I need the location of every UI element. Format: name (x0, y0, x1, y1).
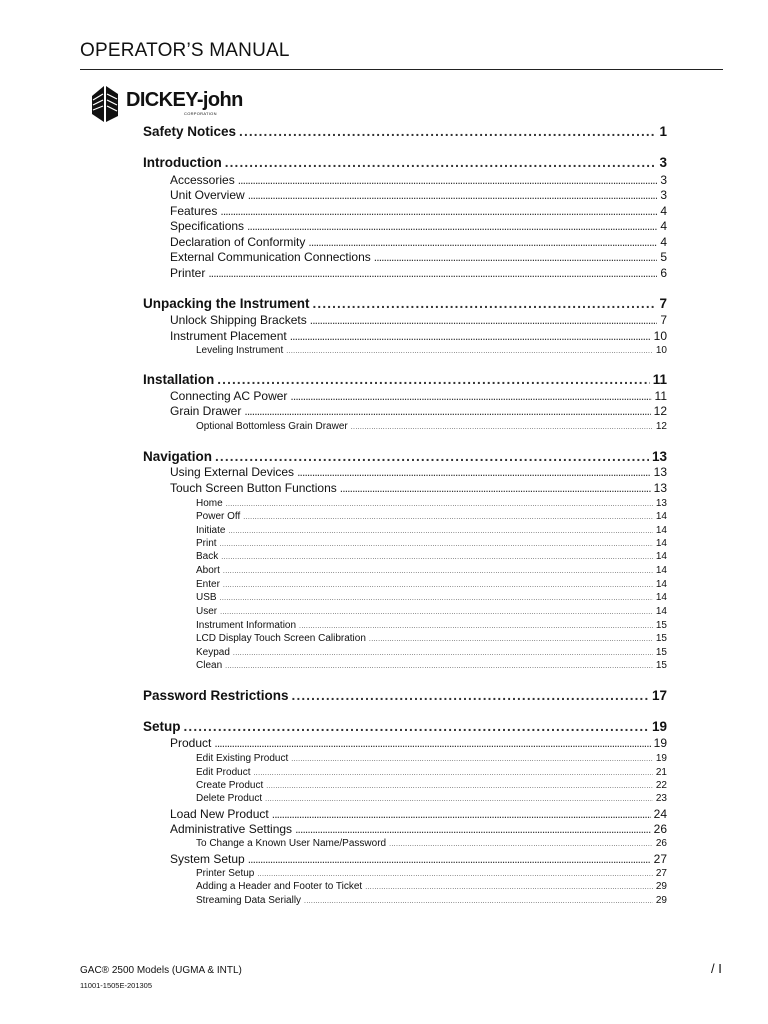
page-title: OPERATOR’S MANUAL (80, 40, 290, 61)
toc-entry-title: LCD Display Touch Screen Calibration (196, 633, 366, 644)
toc-page-number: 3 (659, 155, 667, 170)
toc-page-number: 14 (655, 525, 667, 536)
toc-dot-leader (215, 449, 649, 464)
toc-subsubsection-entry[interactable] (196, 498, 667, 509)
toc-page-number: 13 (653, 481, 667, 495)
toc-entry-title: Printer (170, 266, 206, 280)
toc-dot-leader (220, 204, 657, 218)
toc-section-entry[interactable] (143, 719, 667, 734)
toc-dot-leader (217, 372, 649, 387)
toc-entry-title: Optional Bottomless Grain Drawer (196, 421, 348, 432)
logo-subtext: CORPORATION (184, 111, 217, 116)
toc-page-number: 24 (653, 807, 667, 821)
toc-entry-title: Introduction (143, 155, 222, 170)
toc-entry-title: Initiate (196, 525, 226, 536)
toc-entry-title: Safety Notices (143, 124, 237, 139)
toc-page-number: 14 (655, 592, 667, 603)
toc-dot-leader (225, 155, 657, 170)
toc-subsection-entry[interactable] (170, 852, 667, 866)
toc-subsection-entry[interactable] (170, 481, 667, 495)
toc-subsubsection-entry[interactable] (196, 868, 667, 879)
toc-page-number: 29 (655, 895, 667, 906)
toc-dot-leader (239, 124, 656, 139)
toc-page-number: 19 (651, 719, 667, 734)
toc-page-number: 4 (660, 204, 667, 218)
toc-entry-title: Instrument Placement (170, 329, 287, 343)
toc-subsubsection-entry[interactable] (196, 647, 667, 658)
toc-page-number: 19 (653, 736, 667, 750)
toc-page-number: 7 (660, 313, 667, 327)
toc-dot-leader (286, 345, 653, 356)
toc-subsubsection-entry[interactable] (196, 881, 667, 892)
toc-page-number: 3 (660, 188, 667, 202)
footer-model: GAC® 2500 Models (UGMA & INTL) (80, 965, 242, 976)
toc-dot-leader (220, 592, 653, 603)
toc-page-number: 14 (655, 606, 667, 617)
toc-dot-leader (248, 188, 658, 202)
toc-entry-title: Specifications (170, 219, 245, 233)
toc-page-number: 19 (655, 753, 667, 764)
toc-dot-leader (290, 329, 651, 343)
toc-page-number: 14 (655, 579, 667, 590)
toc-page-number: 12 (655, 421, 667, 432)
toc-dot-leader (304, 895, 653, 906)
toc-subsection-entry[interactable] (170, 465, 667, 479)
toc-entry-title: Unit Overview (170, 188, 245, 202)
toc-entry-title: Unlock Shipping Brackets (170, 313, 307, 327)
toc-entry-title: Navigation (143, 449, 213, 464)
toc-entry-title: Administrative Settings (170, 822, 293, 836)
toc-dot-leader (369, 633, 653, 644)
toc-entry-title: Using External Devices (170, 465, 295, 479)
toc-entry-title: Enter (196, 579, 220, 590)
toc-dot-leader (220, 606, 653, 617)
toc-section-entry[interactable] (143, 449, 667, 464)
toc-dot-leader (248, 852, 651, 866)
toc-dot-leader (223, 579, 653, 590)
toc-entry-title: Back (196, 551, 219, 562)
toc-page-number: 14 (655, 511, 667, 522)
toc-dot-leader (244, 404, 650, 418)
toc-subsection-entry[interactable] (170, 235, 667, 249)
toc-page-number: 14 (655, 565, 667, 576)
toc-dot-leader (297, 465, 651, 479)
toc-page-number: 10 (655, 345, 667, 356)
toc-subsubsection-entry[interactable] (196, 753, 667, 764)
toc-page-number: 4 (660, 219, 667, 233)
toc-subsubsection-entry[interactable] (196, 838, 667, 849)
toc-page-number: 3 (660, 173, 667, 187)
toc-page-number: 13 (655, 498, 667, 509)
toc-page-number: 21 (655, 767, 667, 778)
toc-section-entry[interactable] (143, 372, 667, 387)
toc-entry-title: System Setup (170, 852, 245, 866)
toc-page-number: 15 (655, 620, 667, 631)
toc-page-number: 11 (652, 372, 667, 387)
toc-page-number: 29 (655, 881, 667, 892)
toc-dot-leader (365, 881, 653, 892)
logo-emblem-icon (88, 84, 122, 124)
toc-dot-leader (238, 173, 658, 187)
toc-subsection-entry[interactable] (170, 736, 667, 750)
toc-subsubsection-entry[interactable] (196, 345, 667, 356)
toc-dot-leader (233, 647, 653, 658)
toc-entry-title: Create Product (196, 780, 264, 791)
toc-entry-title: Home (196, 498, 223, 509)
toc-entry-title: Delete Product (196, 793, 263, 804)
toc-subsection-entry[interactable] (170, 250, 667, 264)
toc-page-number: 5 (660, 250, 667, 264)
toc-page-number: 11 (654, 389, 667, 403)
toc-entry-title: External Communication Connections (170, 250, 371, 264)
toc-entry-title: Declaration of Conformity (170, 235, 306, 249)
toc-entry-title: User (196, 606, 218, 617)
toc-dot-leader (247, 219, 657, 233)
toc-dot-leader (351, 421, 653, 432)
toc-entry-title: Leveling Instrument (196, 345, 284, 356)
toc-page-number: 26 (655, 838, 667, 849)
toc-dot-leader (223, 565, 653, 576)
logo-wordmark: DICKEY-john (126, 89, 243, 111)
toc-subsubsection-entry[interactable] (196, 579, 667, 590)
toc-subsubsection-entry[interactable] (196, 620, 667, 631)
header-divider (80, 69, 723, 70)
toc-page-number: 22 (655, 780, 667, 791)
toc-dot-leader (272, 807, 651, 821)
toc-section-entry[interactable] (143, 124, 667, 139)
toc-page-number: 17 (651, 688, 667, 703)
toc-entry-title: Printer Setup (196, 868, 255, 879)
toc-page-number: 26 (653, 822, 667, 836)
toc-entry-title: Password Restrictions (143, 688, 289, 703)
toc-subsection-entry[interactable] (170, 219, 667, 233)
toc-subsection-entry[interactable] (170, 313, 667, 327)
toc-subsubsection-entry[interactable] (196, 793, 667, 804)
toc-page-number: 4 (660, 235, 667, 249)
toc-entry-title: USB (196, 592, 217, 603)
toc-entry-title: Edit Existing Product (196, 753, 289, 764)
toc-dot-leader (225, 660, 653, 671)
toc-page-number: 12 (653, 404, 667, 418)
toc-dot-leader (265, 793, 653, 804)
toc-entry-title: Power Off (196, 511, 241, 522)
toc-dot-leader (308, 235, 657, 249)
toc-dot-leader (313, 296, 657, 311)
toc-subsubsection-entry[interactable] (196, 606, 667, 617)
toc-entry-title: Load New Product (170, 807, 269, 821)
toc-subsubsection-entry[interactable] (196, 780, 667, 791)
toc-section-entry[interactable] (143, 688, 667, 703)
toc-dot-leader (374, 250, 658, 264)
toc-dot-leader (253, 767, 652, 778)
toc-subsubsection-entry[interactable] (196, 525, 667, 536)
toc-subsubsection-entry[interactable] (196, 767, 667, 778)
toc-entry-title: Clean (196, 660, 223, 671)
toc-dot-leader (221, 551, 653, 562)
toc-subsubsection-entry[interactable] (196, 551, 667, 562)
toc-entry-title: Product (170, 736, 212, 750)
toc-subsubsection-entry[interactable] (196, 895, 667, 906)
toc-dot-leader (290, 389, 651, 403)
toc-entry-title: Touch Screen Button Functions (170, 481, 337, 495)
toc-page-number: 15 (655, 633, 667, 644)
toc-section-entry[interactable] (143, 155, 667, 170)
toc-dot-leader (243, 511, 653, 522)
toc-subsubsection-entry[interactable] (196, 421, 667, 432)
toc-subsection-entry[interactable] (170, 404, 667, 418)
toc-page-number: 15 (655, 647, 667, 658)
toc-dot-leader (310, 313, 658, 327)
toc-dot-leader (184, 719, 649, 734)
toc-entry-title: Unpacking the Instrument (143, 296, 310, 311)
toc-page-number: 13 (651, 449, 667, 464)
toc-dot-leader (208, 266, 657, 280)
toc-entry-title: Streaming Data Serially (196, 895, 302, 906)
toc-entry-title: Adding a Header and Footer to Ticket (196, 881, 363, 892)
footer-page-marker: / I (711, 961, 722, 976)
toc-page-number: 1 (659, 124, 667, 139)
toc-subsubsection-entry[interactable] (196, 565, 667, 576)
toc-subsection-entry[interactable] (170, 389, 667, 403)
toc-subsection-entry[interactable] (170, 807, 667, 821)
toc-dot-leader (299, 620, 653, 631)
toc-dot-leader (291, 753, 653, 764)
toc-dot-leader (228, 525, 652, 536)
toc-dot-leader (266, 780, 653, 791)
toc-subsubsection-entry[interactable] (196, 592, 667, 603)
toc-dot-leader (257, 868, 653, 879)
toc-page-number: 13 (653, 465, 667, 479)
toc-subsection-entry[interactable] (170, 822, 667, 836)
toc-subsubsection-entry[interactable] (196, 660, 667, 671)
toc-entry-title: Instrument Information (196, 620, 297, 631)
toc-page-number: 27 (653, 852, 667, 866)
toc-subsection-entry[interactable] (170, 266, 667, 280)
toc-entry-title: Grain Drawer (170, 404, 242, 418)
footer-doc-number: 11001-1505E-201305 (80, 981, 153, 990)
toc-page-number: 6 (660, 266, 667, 280)
toc-dot-leader (295, 822, 651, 836)
toc-entry-title: Accessories (170, 173, 235, 187)
toc-dot-leader (389, 838, 653, 849)
toc-page-number: 10 (653, 329, 667, 343)
toc-page-number: 14 (655, 551, 667, 562)
toc-subsection-entry[interactable] (170, 188, 667, 202)
toc-subsubsection-entry[interactable] (196, 538, 667, 549)
toc-section-entry[interactable] (143, 296, 667, 311)
toc-entry-title: Print (196, 538, 217, 549)
toc-entry-title: Abort (196, 565, 220, 576)
toc-subsection-entry[interactable] (170, 204, 667, 218)
toc-entry-title: Edit Product (196, 767, 251, 778)
toc-subsubsection-entry[interactable] (196, 511, 667, 522)
toc-dot-leader (220, 538, 653, 549)
toc-entry-title: Setup (143, 719, 181, 734)
toc-subsection-entry[interactable] (170, 329, 667, 343)
toc-page-number: 23 (655, 793, 667, 804)
toc-page-number: 27 (655, 868, 667, 879)
toc-entry-title: Installation (143, 372, 215, 387)
toc-dot-leader (292, 688, 649, 703)
toc-subsubsection-entry[interactable] (196, 633, 667, 644)
toc-entry-title: To Change a Known User Name/Password (196, 838, 387, 849)
toc-entry-title: Keypad (196, 647, 230, 658)
toc-dot-leader (226, 498, 653, 509)
toc-subsection-entry[interactable] (170, 173, 667, 187)
toc-entry-title: Connecting AC Power (170, 389, 288, 403)
toc-dot-leader (214, 736, 650, 750)
toc-page-number: 7 (659, 296, 667, 311)
toc-page-number: 15 (655, 660, 667, 671)
toc-entry-title: Features (170, 204, 218, 218)
toc-page-number: 14 (655, 538, 667, 549)
toc-dot-leader (340, 481, 651, 495)
